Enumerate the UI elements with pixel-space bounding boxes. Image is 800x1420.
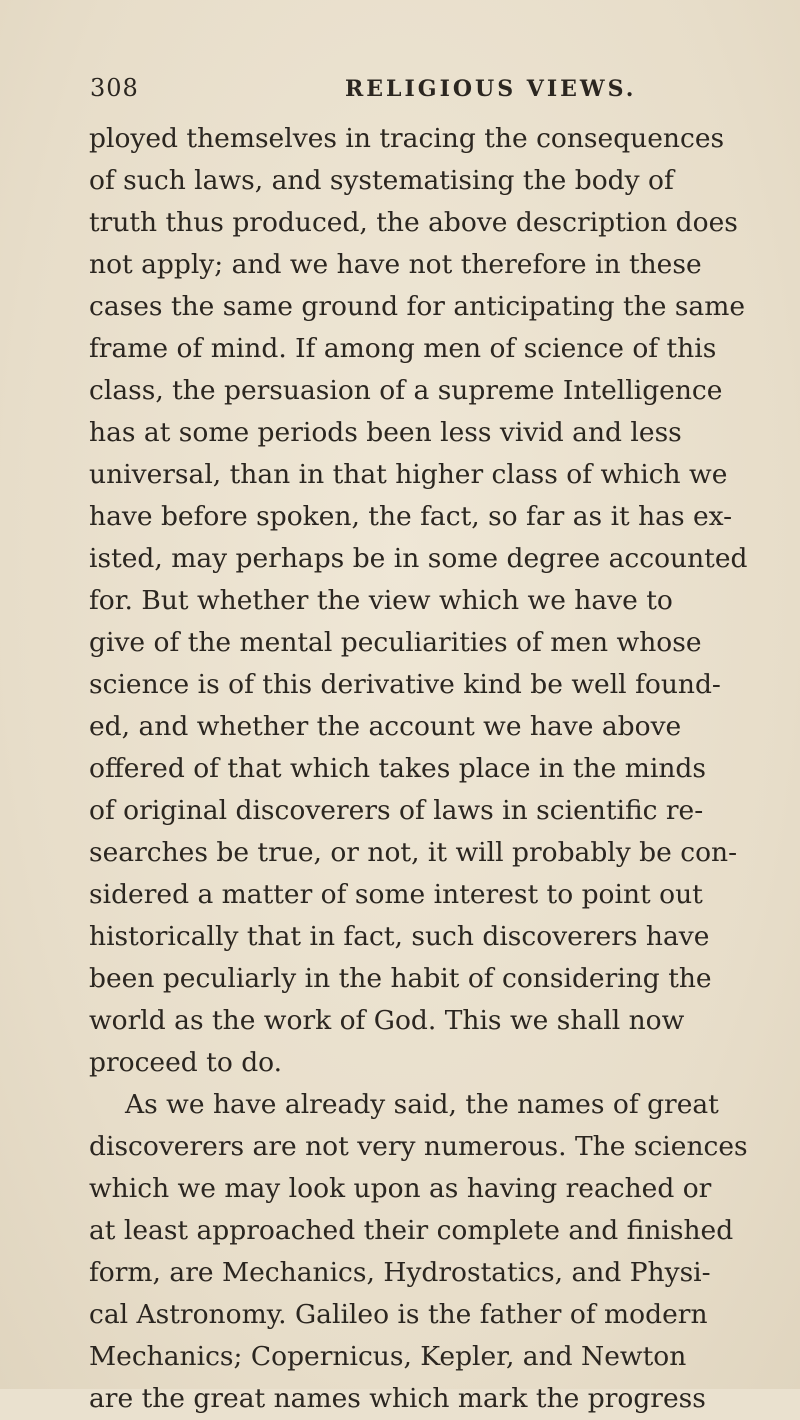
text-line: ployed themselves in tracing the consequences bbox=[89, 123, 725, 154]
text-line: class, the persuasion of a supreme Intelligence bbox=[89, 375, 723, 406]
text-line: isted, may perhaps be in some degree accounted bbox=[89, 543, 748, 574]
text-line: have before spoken, the fact, so far as it has ex- bbox=[89, 501, 733, 532]
text-line: universal, than in that higher class of which we bbox=[89, 459, 728, 490]
text-line: been peculiarly in the habit of considering the bbox=[89, 963, 712, 994]
text-line: form, are Mechanics, Hydrostatics, and Physi- bbox=[89, 1257, 711, 1288]
text-line: frame of mind. If among men of science of this bbox=[89, 333, 717, 364]
text-line: truth thus produced, the above description does bbox=[89, 207, 738, 238]
text-line: ed, and whether the account we have above bbox=[89, 711, 682, 742]
text-line: proceed to do. bbox=[89, 1047, 283, 1078]
text-line: of such laws, and systematising the body of bbox=[89, 165, 674, 196]
text-line: cases the same ground for anticipating the same bbox=[89, 291, 746, 322]
body-text bbox=[89, 118, 765, 1420]
page-header bbox=[0, 74, 800, 114]
text-line: give of the mental peculiarities of men whose bbox=[89, 627, 702, 658]
text-line: not apply; and we have not therefore in these bbox=[89, 249, 702, 280]
page-number: 308 bbox=[90, 74, 139, 102]
running-head: RELIGIOUS VIEWS. bbox=[345, 76, 637, 102]
text-line: science is of this derivative kind be well found- bbox=[89, 669, 721, 700]
text-line: for. But whether the view which we have to bbox=[89, 585, 673, 616]
text-line: sidered a matter of some interest to point out bbox=[89, 879, 703, 910]
text-line: of original discoverers of laws in scientific re- bbox=[89, 795, 704, 826]
text-line: world as the work of God. This we shall now bbox=[89, 1005, 685, 1036]
paragraph-start-line: As we have already said, the names of great bbox=[125, 1089, 719, 1120]
text-line: offered of that which takes place in the minds bbox=[89, 753, 706, 784]
text-line: are the great names which mark the progress bbox=[89, 1383, 706, 1414]
text-line: searches be true, or not, it will probably be con- bbox=[89, 837, 738, 868]
text-line: at least approached their complete and finished bbox=[89, 1215, 734, 1246]
text-line: Mechanics; Copernicus, Kepler, and Newton bbox=[89, 1341, 687, 1372]
text-line: historically that in fact, such discoverers have bbox=[89, 921, 710, 952]
text-line: which we may look upon as having reached or bbox=[89, 1173, 712, 1204]
text-line: discoverers are not very numerous. The sciences bbox=[89, 1131, 748, 1162]
text-line: cal Astronomy. Galileo is the father of modern bbox=[89, 1299, 708, 1330]
text-line: has at some periods been less vivid and less bbox=[89, 417, 682, 448]
